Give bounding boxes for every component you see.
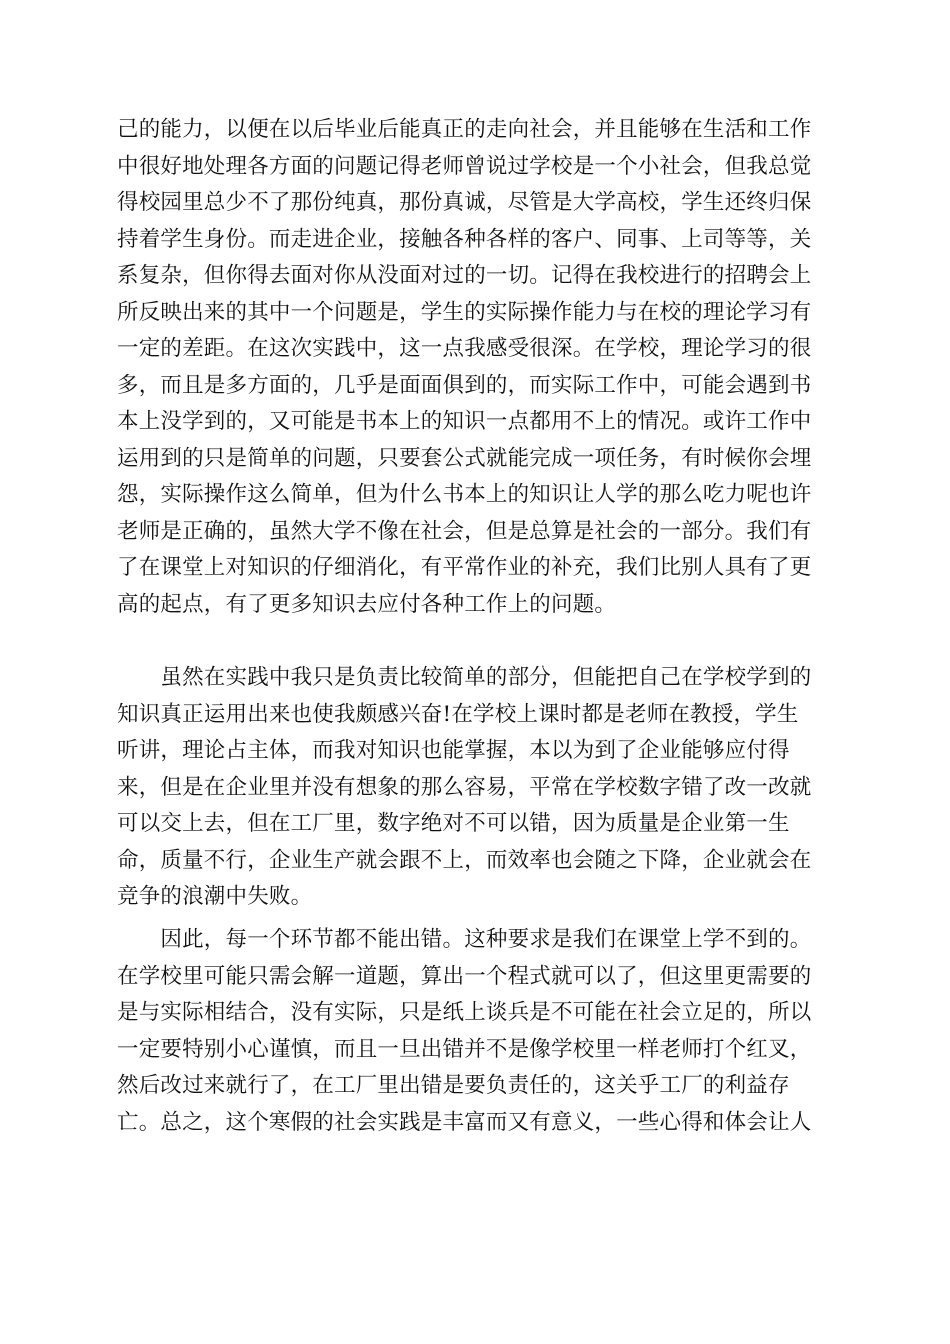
paragraph-1 bbox=[117, 112, 833, 623]
text-line: 老师是正确的，虽然大学不像在社会，但是总算是社会的一部分。我们有 bbox=[117, 518, 812, 544]
text-line: 因此，每一个环节都不能出错。这种要求是我们在课堂上学不到的。 bbox=[117, 927, 812, 952]
text-line: 然后改过来就行了，在工厂里出错是要负责任的，这关乎工厂的利益存 bbox=[117, 1073, 790, 1098]
text-line: 持着学生身份。而走进企业，接触各种各样的客户、同事、上司等等，关 bbox=[117, 226, 812, 252]
text-line: 一定的差距。在这次实践中，这一点我感受很深。在学校，理论学习的很 bbox=[117, 336, 812, 361]
text-line: 了在课堂上对知识的仔细消化，有平常作业的补充，我们比别人具有了更 bbox=[117, 555, 812, 580]
text-line: 听讲，理论占主体，而我对知识也能掌握，本以为到了企业能够应付得 bbox=[117, 738, 790, 763]
text-line: 竞争的浪潮中失败。 bbox=[117, 884, 313, 909]
text-line: 虽然在实践中我只是负责比较简单的部分，但能把自己在学校学到的 bbox=[117, 665, 812, 690]
text-line: 本上没学到的，又可能是书本上的知识一点都用不上的情况。或许工作中 bbox=[117, 409, 812, 434]
text-line: 命，质量不行，企业生产就会跟不上，而效率也会随之下降，企业就会在 bbox=[117, 847, 812, 873]
text-line: 得校园里总少不了那份纯真，那份真诚，尽管是大学高校，学生还终归保 bbox=[117, 190, 812, 215]
text-line: 所反映出来的其中一个问题是，学生的实际操作能力与在校的理论学习有 bbox=[117, 299, 812, 325]
paragraph-3 bbox=[117, 922, 833, 1141]
text-line: 怨，实际操作这么简单，但为什么书本上的知识让人学的那么吃力呢也许 bbox=[117, 482, 812, 507]
text-line: 亡。总之，这个寒假的社会实践是丰富而又有意义，一些心得和体会让人 bbox=[117, 1109, 812, 1135]
text-line: 多，而且是多方面的，几乎是面面俱到的，而实际工作中，可能会遇到书 bbox=[117, 372, 812, 398]
text-line: 运用到的只是简单的问题，只要套公式就能完成一项任务，有时候你会埋 bbox=[117, 445, 812, 471]
paragraph-2 bbox=[117, 660, 833, 916]
text-line: 己的能力，以便在以后毕业后能真正的走向社会，并且能够在生活和工作 bbox=[117, 117, 812, 142]
text-line: 知识真正运用出来也使我颇感兴奋!在学校上课时都是老师在教授，学生 bbox=[117, 701, 799, 727]
text-line: 是与实际相结合，没有实际，只是纸上谈兵是不可能在社会立足的，所以 bbox=[117, 1000, 812, 1025]
text-line: 系复杂，但你得去面对你从没面对过的一切。记得在我校进行的招聘会上 bbox=[117, 263, 812, 288]
text-line: 一定要特别小心谨慎，而且一旦出错并不是像学校里一样老师打个红叉， bbox=[117, 1036, 812, 1062]
text-line: 来，但是在企业里并没有想象的那么容易，平常在学校数字错了改一改就 bbox=[117, 774, 812, 800]
text-line: 中很好地处理各方面的问题记得老师曾说过学校是一个小社会，但我总觉 bbox=[117, 153, 812, 179]
text-line: 在学校里可能只需会解一道题，算出一个程式就可以了，但这里更需要的 bbox=[117, 963, 812, 989]
text-line: 高的起点，有了更多知识去应付各种工作上的问题。 bbox=[117, 591, 617, 617]
text-line: 可以交上去，但在工厂里，数字绝对不可以错，因为质量是企业第一生 bbox=[117, 811, 790, 836]
